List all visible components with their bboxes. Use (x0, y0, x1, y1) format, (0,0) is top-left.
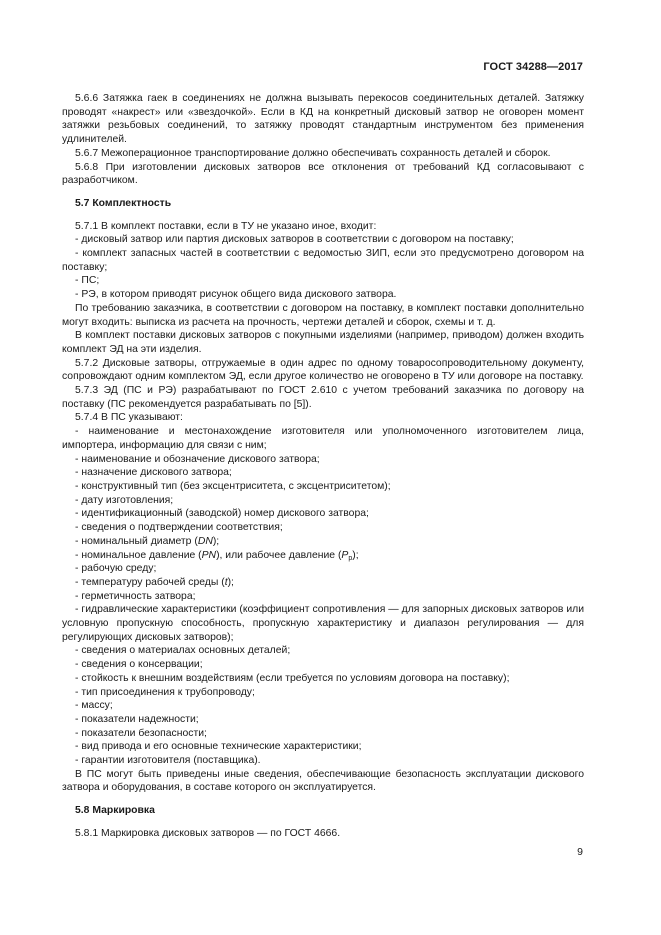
list-item: - тип присоединения к трубопроводу; (75, 686, 255, 698)
text-span: - номинальное давление ( (75, 549, 202, 561)
paragraph-573: 5.7.3 ЭД (ПС и РЭ) разрабатывают по ГОСТ 2.610 с учетом требований заказчика по договору на поставку (ПС рекомендуется разрабатывать по [5]). (62, 385, 584, 410)
paragraph-568: 5.6.8 При изготовлении дисковых затворов все отклонения от требований КД согласовывают с разработчиком. (62, 161, 584, 187)
paragraph: В ПС могут быть приведены иные сведения, обеспечивающие безопасность эксплуатации дискового затвора и оборудования, в составе которого он эксплуатируется. (62, 768, 584, 794)
list-item: - показатели надежности; (75, 713, 199, 725)
section-heading-57: 5.7 Комплектность (75, 197, 172, 209)
paragraph-581: 5.8.1 Маркировка дисковых затворов — по ГОСТ 4666. (75, 827, 341, 839)
list-item: - гарантии изготовителя (поставщика). (75, 755, 261, 767)
list-item: - РЭ, в котором приводят рисунок общего вида дискового затвора. (75, 289, 397, 301)
list-item: - назначение дискового затвора; (75, 467, 232, 479)
text-span: ); (227, 576, 234, 588)
list-item-pn (62, 549, 584, 563)
standard-id-header: ГОСТ 34288—2017 (483, 61, 583, 73)
pp-symbol: P (341, 549, 349, 561)
list-item: - сведения о подтверждении соответствия; (75, 522, 283, 534)
list-item: - стойкость к внешним воздействиям (если требуется по условиям договора на поставку); (75, 672, 510, 684)
list-item: - показатели безопасности; (75, 727, 207, 739)
list-item: - дату изготовления; (75, 494, 174, 506)
dn-symbol: DN (197, 535, 213, 547)
text-span: ); (212, 535, 220, 547)
list-item: - герметичность затвора; (75, 590, 196, 602)
paragraph: В комплект поставки дисковых затворов с покупными изделиями (например, приводом) должен входить комплект ЭД на эти изделия. (62, 330, 584, 355)
list-item: - гидравлические характеристики (коэффициент сопротивления — для запорных дисковых затворов или условную пропускную способность, пропускную характеристику и диапазон регулирования — для регулирующих дисковых затворов); (62, 604, 584, 643)
list-item-dn (62, 535, 584, 549)
list-item: - ПС; (75, 275, 100, 287)
page-number: 9 (577, 846, 583, 858)
list-item: - дисковый затвор или партия дисковых затворов в соответствии с договором на поставку; (75, 234, 514, 246)
text-span: - температуру рабочей среды ( (75, 576, 225, 588)
list-item: - комплект запасных частей в соответствии с ведомостью ЗИП, если это предусмотрено договором на поставку; (62, 248, 584, 273)
pp-subscript: р (348, 554, 353, 562)
section-heading-58: 5.8 Маркировка (75, 805, 155, 817)
paragraph-571: 5.7.1 В комплект поставки, если в ТУ не указано иное, входит: (75, 220, 377, 232)
paragraph-572: 5.7.2 Дисковые затворы, отгружаемые в один адрес по одному товаросопроводительному документу, сопровождают одним комплектом ЭД, если другое количество не оговорено в ТУ или договоре на поставку. (62, 357, 584, 383)
list-item: - вид привода и его основные технические характеристики; (75, 741, 362, 753)
list-item: - массу; (75, 700, 113, 712)
list-item: - идентификационный (заводской) номер дискового затвора; (75, 508, 369, 520)
paragraph-566: 5.6.6 Затяжка гаек в соединениях не должна вызывать перекосов соединительных деталей. Затяжку проводят «накрест» или «звездочкой». Если в КД на конкретный дисковый затвор не оговорен момент затяжки резьбовых соединений, то затяжку проводят стандартным инструментом без применения удлинителей. (62, 93, 584, 146)
list-item: - наименование и обозначение дискового затвора; (75, 453, 320, 465)
page-content (62, 92, 584, 841)
paragraph-574: 5.7.4 В ПС указывают: (75, 412, 183, 424)
pn-symbol: PN (201, 549, 217, 561)
text-span: ), или рабочее давление ( (216, 549, 342, 561)
list-item: - сведения о материалах основных деталей; (75, 645, 291, 657)
list-item: - наименование и местонахождение изготовителя или уполномоченного изготовителем лица, импортера, информацию для связи с ним; (62, 426, 584, 451)
text-span: ); (352, 549, 359, 561)
list-item: - сведения о консервации; (75, 659, 203, 671)
list-item: - конструктивный тип (без эксцентриситета, с эксцентриситетом); (75, 480, 391, 492)
paragraph-567: 5.6.7 Межоперационное транспортирование должно обеспечивать сохранность деталей и сборок. (75, 147, 551, 159)
paragraph: По требованию заказчика, в соответствии с договором на поставку, в комплект поставки дополнительно могут входить: выписка из расчета на прочность, чертежи деталей и сборок, схемы и т. д. (62, 302, 584, 328)
t-symbol: t (224, 576, 228, 588)
list-item-temp (62, 576, 584, 590)
text-span: - номинальный диаметр ( (75, 535, 198, 547)
list-item: - рабочую среду; (75, 563, 157, 575)
